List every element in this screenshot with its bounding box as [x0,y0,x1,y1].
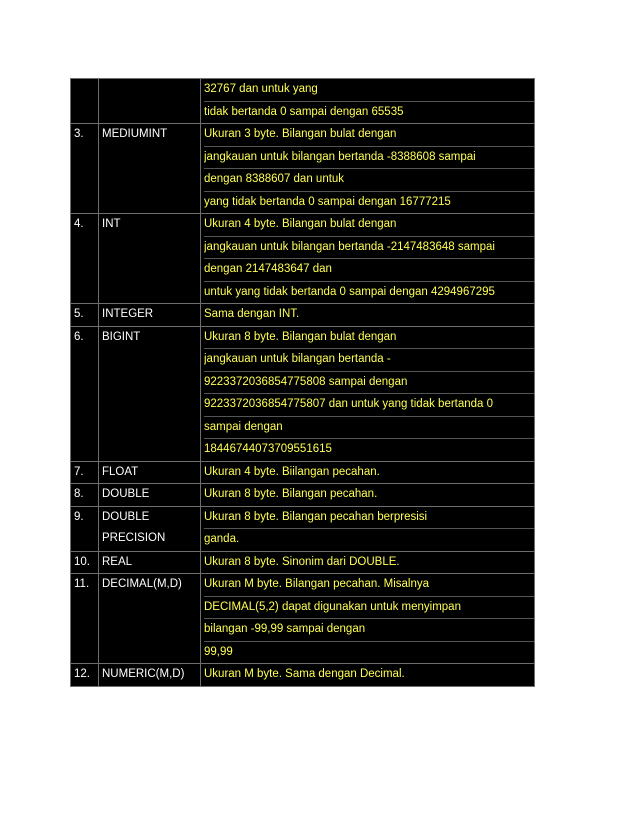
table-row [71,124,535,214]
type-name-cell [99,551,201,574]
description-line: Ukuran 8 byte. Bilangan bulat dengan [204,327,534,350]
row-number: 12. [74,668,90,680]
table-row [71,664,535,687]
description-line: 9223372036854775808 sampai dengan [204,372,534,395]
row-number: 7. [74,465,84,478]
description-line: sampai dengan [204,417,534,440]
description-cell [201,304,535,327]
type-name-cell [99,214,201,304]
type-name: INT [102,218,121,230]
type-name: NUMERIC(M,D) [102,668,185,680]
row-number-cell [71,574,99,664]
row-number-cell [71,304,99,327]
description-line: 9223372036854775807 dan untuk yang tidak bertanda 0 [204,394,534,417]
description-line: Ukuran 8 byte. Bilangan pecahan berpresisi [204,507,534,530]
description-line: tidak bertanda 0 sampai dengan 65535 [204,105,404,118]
description-cell [201,461,535,484]
row-number: 8. [74,488,84,500]
type-name-cell [99,304,201,327]
table-row [71,551,535,574]
description-cell [201,214,535,304]
type-name: BIGINT [102,330,141,343]
row-number-cell [71,79,99,124]
description-line: Ukuran 8 byte. Sinonim dari DOUBLE. [204,555,400,568]
description-cell [201,326,535,461]
table-row [71,506,535,551]
description-line: Ukuran 4 byte. Biilangan pecahan. [204,465,380,478]
table-row [71,79,535,124]
description-line: Ukuran M byte. Sama dengan Decimal. [204,668,405,680]
table-row [71,214,535,304]
type-name-cell [99,79,201,124]
row-number: 9. [74,510,84,523]
table-row [71,461,535,484]
table-row [71,574,535,664]
description-line: 99,99 [204,645,233,658]
description-line: Ukuran 4 byte. Bilangan bulat dengan [204,214,534,237]
description-cell [201,484,535,507]
type-name-cell [99,461,201,484]
row-number: 4. [74,218,84,230]
row-number: 3. [74,128,84,140]
description-cell [201,574,535,664]
description-line: bilangan -99,99 sampai dengan [204,619,534,642]
type-name-cell [99,574,201,664]
type-name: PRECISION [102,532,166,544]
row-number: 11. [74,578,90,590]
row-number-cell [71,326,99,461]
description-line: Ukuran M byte. Bilangan pecahan. Misalnya [204,574,534,597]
description-cell [201,506,535,551]
row-number-cell [71,461,99,484]
type-name-cell [99,484,201,507]
type-name: REAL [102,555,133,568]
row-number-cell [71,506,99,551]
description-line: jangkauan untuk bilangan bertanda - [204,349,534,372]
description-cell [201,664,535,687]
row-number: 6. [74,330,84,343]
description-line: dengan 2147483647 dan [204,259,534,282]
type-name-cell [99,326,201,461]
description-cell [201,124,535,214]
data-type-table [70,78,535,687]
description-line: ganda. [204,533,240,545]
row-number-cell [71,214,99,304]
description-line: Sama dengan INT. [204,308,300,320]
table-body [71,79,535,687]
description-line: jangkauan untuk bilangan bertanda -2147483648 sampai [204,237,534,260]
type-name-cell [99,506,201,551]
description-cell [201,551,535,574]
description-line: untuk yang tidak bertanda 0 sampai dengan 4294967295 [204,285,495,298]
description-line: yang tidak bertanda 0 sampai dengan 16777215 [204,195,451,208]
type-name: MEDIUMINT [102,128,168,140]
row-number-cell [71,124,99,214]
description-line: dengan 8388607 dan untuk [204,169,534,192]
type-name: INTEGER [102,308,154,320]
description-line: Ukuran 3 byte. Bilangan bulat dengan [204,124,534,147]
description-cell [201,79,535,124]
type-name [102,79,200,101]
row-number [74,79,98,101]
description-line: 18446744073709551615 [204,443,332,455]
row-number-cell [71,551,99,574]
type-name: DOUBLE [102,510,150,523]
table-row [71,326,535,461]
type-name-cell [99,124,201,214]
row-number-cell [71,484,99,507]
row-number: 5. [74,308,84,320]
type-name: DOUBLE [102,488,150,500]
type-name: DECIMAL(M,D) [102,578,182,590]
table-row [71,484,535,507]
table-row [71,304,535,327]
description-line: 32767 dan untuk yang [204,79,534,102]
description-line: jangkauan untuk bilangan bertanda -8388608 sampai [204,147,534,170]
description-line: DECIMAL(5,2) dapat digunakan untuk menyimpan [204,597,534,620]
type-name: FLOAT [102,465,139,478]
row-number: 10. [74,555,90,568]
type-name-cell [99,664,201,687]
row-number-cell [71,664,99,687]
description-line: Ukuran 8 byte. Bilangan pecahan. [204,488,378,500]
